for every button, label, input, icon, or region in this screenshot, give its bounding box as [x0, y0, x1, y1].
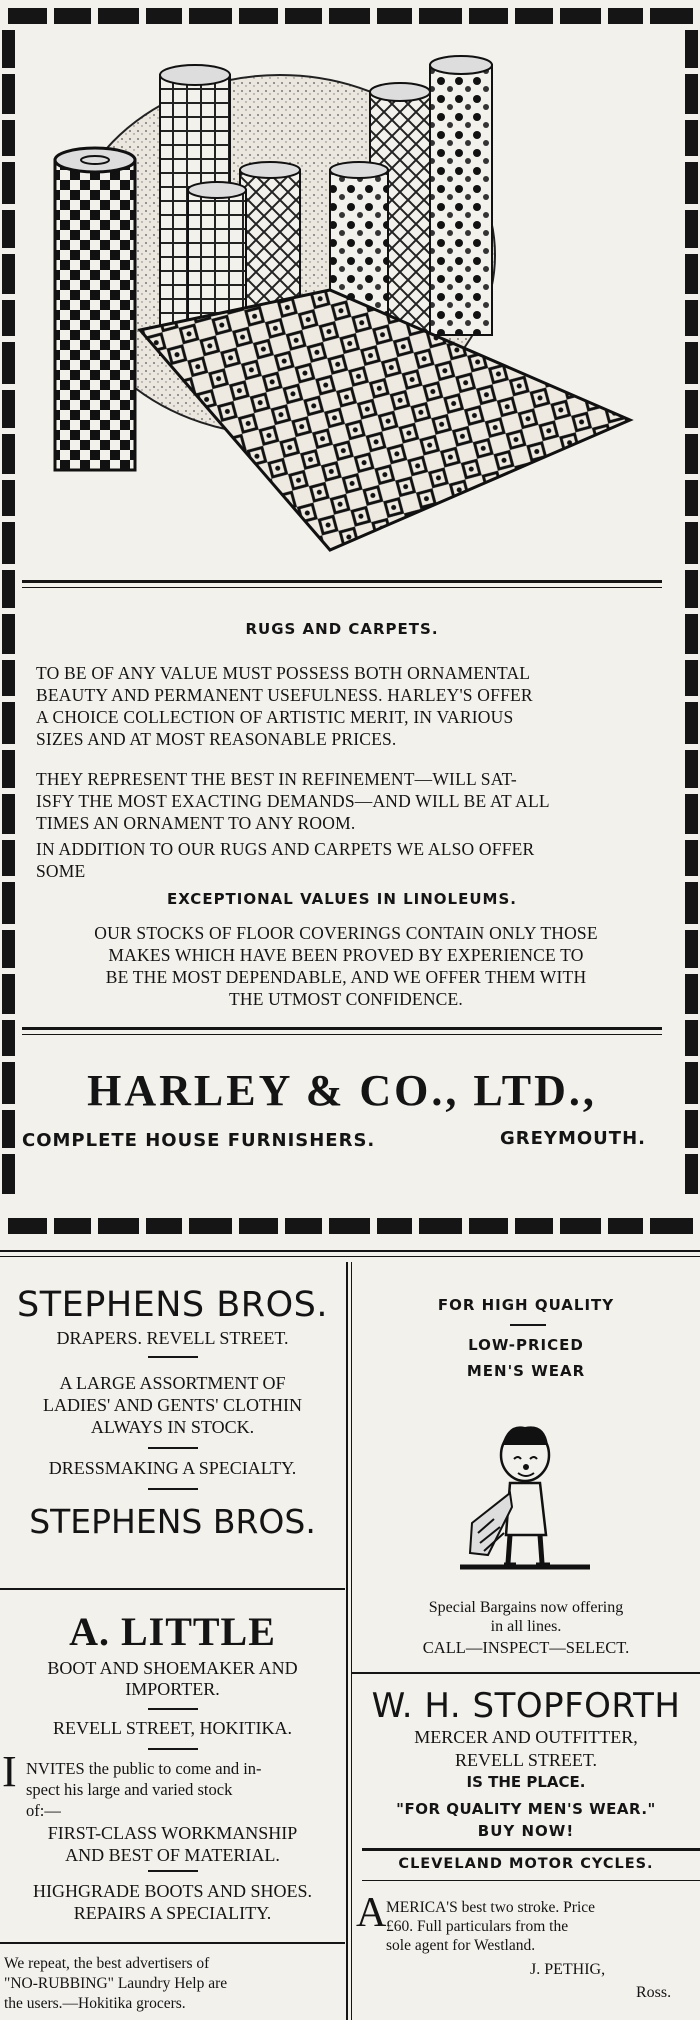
border-segment [285, 1218, 322, 1234]
border-segment [685, 522, 698, 564]
border-segment [2, 300, 15, 336]
border-segment [377, 8, 412, 24]
text-line: "NO-RUBBING" Laundry Help are [4, 1975, 228, 1992]
border-segment [239, 1218, 278, 1234]
border-segment [515, 8, 552, 24]
text-line: BEAUTY AND PERMANENT USEFULNESS. HARLEY'S OFFER [36, 685, 533, 705]
cleveland-dropcap: A [356, 1890, 387, 1936]
text-line: AND BEST OF MATERIAL. [65, 1845, 280, 1865]
little-invite [26, 1758, 344, 1821]
column-divider [346, 1262, 348, 2020]
rugs-illustration [40, 40, 640, 560]
border-segment [2, 840, 15, 876]
harley-paragraph [36, 838, 656, 882]
section-rule [0, 1942, 345, 1944]
stephens-address: DRAPERS. REVELL STREET. [56, 1328, 289, 1348]
text-line: MERICA'S best two stroke. Price [386, 1899, 596, 1916]
stopforth-place: IS THE PLACE. [466, 1773, 586, 1791]
border-segment [2, 74, 15, 114]
border-segment [54, 1218, 91, 1234]
stopforth-bargains [352, 1598, 700, 1636]
border-segment [685, 660, 698, 696]
column-rule-top [0, 1256, 700, 1257]
border-segment [685, 1020, 698, 1056]
border-segment [146, 1218, 181, 1234]
harley-town: GREYMOUTH. [500, 1128, 646, 1149]
stopforth-line3: MEN'S WEAR [466, 1362, 586, 1380]
border-segment [2, 342, 15, 384]
text-line: FIRST-CLASS WORKMANSHIP [47, 1823, 298, 1843]
small-rule [148, 1447, 198, 1449]
border-segment [650, 1218, 693, 1234]
border-segment [2, 930, 15, 968]
border-segment [650, 8, 693, 24]
section-rule [362, 1848, 700, 1851]
harley-paragraph [36, 768, 656, 834]
stopforth-slogan: "FOR QUALITY MEN'S WEAR." [396, 1800, 656, 1818]
harley-tagline: COMPLETE HOUSE FURNISHERS. [22, 1130, 376, 1151]
stopforth-street: REVELL STREET. [455, 1750, 597, 1770]
small-rule [148, 1708, 198, 1710]
border-segment [8, 1218, 47, 1234]
border-segment [98, 8, 139, 24]
border-segment [685, 210, 698, 248]
text-line: We repeat, the best advertisers of [4, 1955, 210, 1972]
border-segment [329, 8, 370, 24]
small-rule [148, 1748, 198, 1750]
small-rule [510, 1324, 546, 1326]
divider-rule [22, 587, 662, 588]
border-segment [608, 8, 643, 24]
border-segment [419, 1218, 462, 1234]
border-segment [685, 434, 698, 474]
cleveland-agent: J. PETHIG, [530, 1961, 606, 1978]
border-segment [685, 794, 698, 834]
little-address: REVELL STREET, HOKITIKA. [53, 1718, 292, 1738]
border-segment [2, 974, 15, 1014]
border-segment [2, 522, 15, 564]
stopforth-buy: BUY NOW! [477, 1822, 575, 1840]
border-segment [685, 254, 698, 294]
border-segment [2, 1062, 15, 1104]
stephens-special: DRESSMAKING A SPECIALTY. [48, 1458, 297, 1478]
harley-company-name: HARLEY & CO., LTD., [87, 1066, 597, 1115]
border-segment [2, 120, 15, 156]
advert-border-bottom [8, 1218, 693, 1234]
stopforth-line1: FOR HIGH QUALITY [437, 1296, 615, 1314]
text-line: sole agent for Westland. [386, 1937, 536, 1954]
stephens-body [0, 1372, 345, 1438]
text-line: ALWAYS IN STOCK. [90, 1417, 255, 1437]
harley-heading: RUGS AND CARPETS. [245, 620, 439, 638]
border-segment [329, 1218, 370, 1234]
stopforth-trade: MERCER AND OUTFITTER, [414, 1727, 638, 1747]
text-line: SOME [36, 861, 86, 881]
text-line: TO BE OF ANY VALUE MUST POSSESS BOTH ORNAMENTAL [36, 663, 531, 683]
text-line: BE THE MOST DEPENDABLE, AND WE OFFER THEM WITH [105, 967, 587, 987]
stopforth-call: CALL—INSPECT—SELECT. [422, 1638, 630, 1657]
border-segment [685, 342, 698, 384]
border-segment [469, 8, 508, 24]
border-segment [419, 8, 462, 24]
border-segment [2, 614, 15, 654]
border-segment [189, 8, 232, 24]
border-segment [685, 480, 698, 516]
border-segment [685, 702, 698, 744]
border-segment [98, 1218, 139, 1234]
border-segment [685, 930, 698, 968]
cleveland-body [386, 1898, 698, 1955]
advert-border-left [2, 30, 15, 1210]
border-segment [469, 1218, 508, 1234]
text-line: in all lines. [490, 1618, 562, 1635]
border-segment [2, 794, 15, 834]
border-segment [2, 254, 15, 294]
stephens-name-repeat: STEPHENS BROS. [29, 1502, 316, 1541]
border-segment [685, 162, 698, 204]
column-rule-top [0, 1250, 700, 1252]
border-segment [685, 1110, 698, 1148]
divider-rule [22, 580, 662, 583]
harley-subheading: EXCEPTIONAL VALUES IN LINOLEUMS. [167, 890, 517, 908]
border-segment [2, 480, 15, 516]
cleveland-heading: CLEVELAND MOTOR CYCLES. [398, 1856, 654, 1872]
stopforth-line2: LOW-PRICED [468, 1336, 584, 1354]
text-line: A LARGE ASSORTMENT OF [59, 1373, 286, 1393]
border-segment [2, 702, 15, 744]
divider-rule [22, 1034, 662, 1035]
little-trade [0, 1658, 345, 1700]
border-segment [685, 614, 698, 654]
section-rule [352, 1672, 700, 1674]
border-segment [685, 840, 698, 876]
border-segment [685, 750, 698, 788]
harley-paragraph [36, 922, 656, 1010]
advert-border-right [685, 30, 698, 1210]
border-segment [685, 974, 698, 1014]
text-line: NVITES the public to come and in- [26, 1759, 262, 1778]
border-segment [2, 30, 15, 68]
text-line: IMPORTER. [125, 1679, 220, 1699]
small-rule [148, 1870, 198, 1872]
text-line: REPAIRS A SPECIALITY. [73, 1903, 272, 1923]
border-segment [8, 8, 47, 24]
border-segment [685, 300, 698, 336]
text-line: THE UTMOST CONFIDENCE. [228, 989, 463, 1009]
text-line: BOOT AND SHOEMAKER AND [47, 1658, 298, 1678]
divider-rule [22, 1027, 662, 1030]
advert-border-top [8, 8, 693, 24]
text-line: the users.—Hokitika grocers. [4, 1995, 186, 2012]
border-segment [685, 30, 698, 68]
shopkeeper-illustration [450, 1415, 600, 1580]
border-segment [2, 210, 15, 248]
little-name: A. LITTLE [69, 1609, 276, 1654]
text-line: A CHOICE COLLECTION OF ARTISTIC MERIT, IN VARIOUS [36, 707, 514, 727]
section-rule [362, 1880, 700, 1881]
border-segment [685, 390, 698, 428]
small-rule [148, 1488, 198, 1490]
border-segment [2, 750, 15, 788]
border-segment [685, 570, 698, 608]
border-segment [2, 660, 15, 696]
border-segment [239, 8, 278, 24]
border-segment [2, 1020, 15, 1056]
border-segment [560, 1218, 601, 1234]
section-rule [0, 1588, 345, 1590]
border-segment [685, 1154, 698, 1194]
border-segment [2, 570, 15, 608]
border-segment [2, 1110, 15, 1148]
border-segment [2, 162, 15, 204]
text-line: MAKES WHICH HAVE BEEN PROVED BY EXPERIENCE TO [108, 945, 584, 965]
border-segment [2, 1154, 15, 1194]
border-segment [685, 1062, 698, 1104]
stopforth-name: W. H. STOPFORTH [371, 1686, 681, 1726]
border-segment [685, 120, 698, 156]
border-segment [189, 1218, 232, 1234]
text-line: Special Bargains now offering [428, 1599, 624, 1616]
text-line: OUR STOCKS OF FLOOR COVERINGS CONTAIN ONLY THOSE [94, 923, 598, 943]
text-line: ISFY THE MOST EXACTING DEMANDS—AND WILL BE AT ALL [36, 791, 550, 811]
cleveland-town: Ross. [636, 1984, 672, 2001]
text-line: TIMES AN ORNAMENT TO ANY ROOM. [36, 813, 356, 833]
border-segment [2, 882, 15, 924]
border-segment [685, 882, 698, 924]
border-segment [2, 390, 15, 428]
border-segment [685, 74, 698, 114]
border-segment [2, 434, 15, 474]
stephens-name: STEPHENS BROS. [17, 1285, 328, 1325]
text-line: SIZES AND AT MOST REASONABLE PRICES. [36, 729, 397, 749]
text-line: THEY REPRESENT THE BEST IN REFINEMENT—WILL SAT- [36, 769, 517, 789]
text-line: spect his large and varied stock [26, 1780, 233, 1799]
border-segment [54, 8, 91, 24]
little-quality [0, 1822, 345, 1866]
laundry-notice [4, 1954, 344, 2014]
little-boots [0, 1880, 345, 1924]
text-line: of:— [26, 1801, 61, 1820]
text-line: £60. Full particulars from the [386, 1918, 569, 1935]
border-segment [285, 8, 322, 24]
text-line: LADIES' AND GENTS' CLOTHIN [43, 1395, 302, 1415]
harley-paragraph [36, 662, 656, 750]
little-dropcap: I [2, 1747, 17, 1796]
text-line: IN ADDITION TO OUR RUGS AND CARPETS WE ALSO OFFER [36, 839, 535, 859]
small-rule [148, 1356, 198, 1358]
border-segment [377, 1218, 412, 1234]
text-line: HIGHGRADE BOOTS AND SHOES. [32, 1881, 313, 1901]
border-segment [608, 1218, 643, 1234]
border-segment [560, 8, 601, 24]
border-segment [146, 8, 181, 24]
border-segment [515, 1218, 552, 1234]
